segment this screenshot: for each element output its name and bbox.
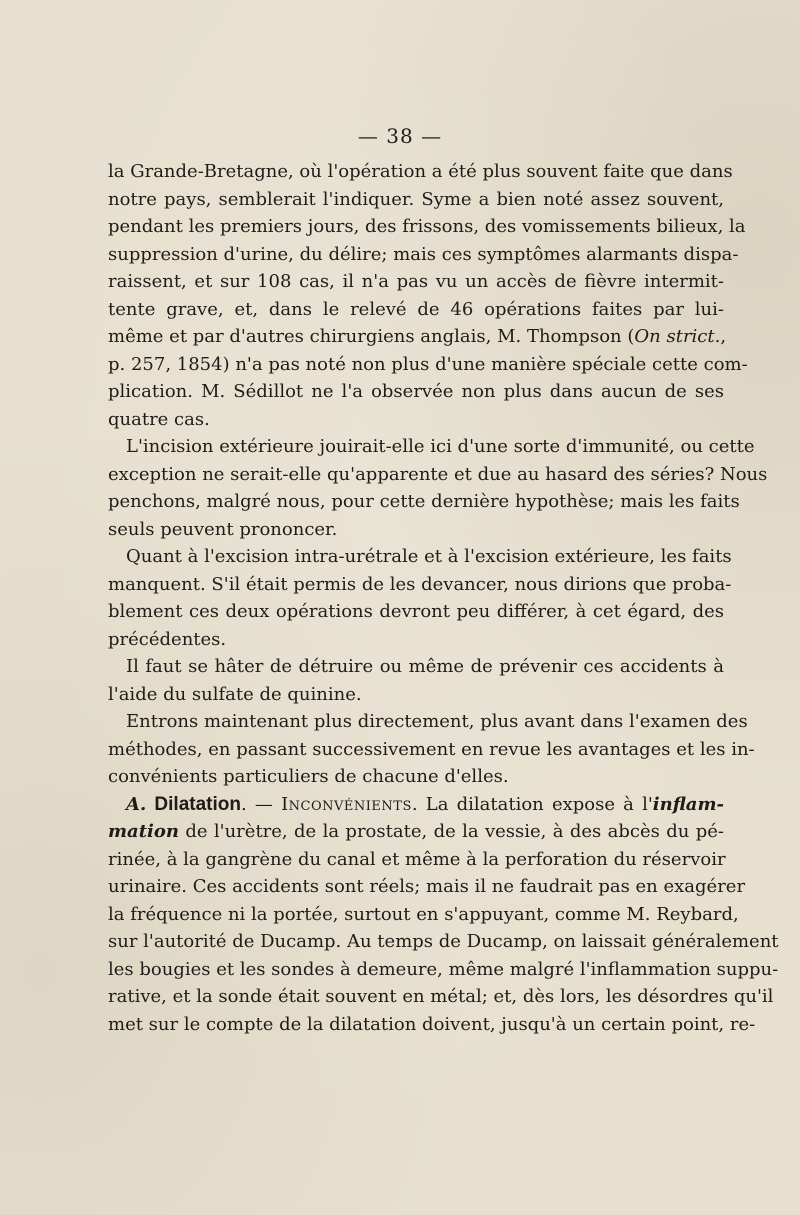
paragraph-3 xyxy=(108,543,732,653)
page-number: — 38 — xyxy=(357,124,443,148)
paragraph-5 xyxy=(108,708,755,791)
text-fragment: . La dilatation expose à l' xyxy=(411,793,653,815)
text-line: les bougies et les sondes à demeure, même malgré l'inflammation suppu- xyxy=(108,958,779,980)
text-line: l'aide du sulfate de quinine. xyxy=(108,683,362,705)
section-dilatation xyxy=(108,791,779,1039)
text-line: urinaire. Ces accidents sont réels; mais il ne faudrait pas en exagérer xyxy=(108,876,746,897)
text-line: plication. M. Sédillot ne l'a observée non plus dans aucun de ses xyxy=(108,381,724,402)
citation-title: On strict. xyxy=(634,326,721,347)
paragraph-1 xyxy=(108,158,748,433)
text-line: rative, et la sonde était souvent en métal; et, dès lors, les désordres qu'il xyxy=(108,986,774,1007)
text-line-with-citation xyxy=(108,323,727,351)
text-line: Entrons maintenant plus directement, plus avant dans l'examen des xyxy=(126,711,748,732)
text-line: manquent. S'il était permis de les devancer, nous dirions que proba- xyxy=(108,573,732,595)
text-line: suppression d'urine, du délire; mais ces symptômes alarmants dispa- xyxy=(108,243,739,265)
paragraph-4 xyxy=(108,653,724,708)
text-line: quatre cas. xyxy=(108,408,210,430)
text-line: notre pays, semblerait l'indiquer. Syme a bien noté assez souvent, xyxy=(108,188,724,210)
text-line: méthodes, en passant successivement en revue les avantages et les in- xyxy=(108,738,755,760)
text-line: rinée, à la gangrène du canal et même à la perforation du réservoir xyxy=(108,848,726,870)
text-line: p. 257, 1854) n'a pas noté non plus d'une manière spéciale cette com- xyxy=(108,353,748,375)
body-text xyxy=(108,158,779,1038)
text-fragment: . — xyxy=(240,793,282,815)
text-line: raissent, et sur 108 cas, il n'a pas vu un accès de fièvre intermit- xyxy=(108,271,724,292)
text-line: la fréquence ni la portée, surtout en s'appuyant, comme M. Reybard, xyxy=(108,903,739,925)
text-line: seuls peuvent prononcer. xyxy=(108,518,338,540)
text-line: précédentes. xyxy=(108,628,227,650)
text-line: met sur le compte de la dilatation doivent, jusqu'à un certain point, re- xyxy=(108,1013,756,1035)
emphasis-term: mation xyxy=(108,821,179,842)
text-line: sur l'autorité de Ducamp. Au temps de Ducamp, on laissait généralement xyxy=(108,931,779,952)
text-line: tente grave, et, dans le relevé de 46 opérations faites par lui- xyxy=(108,298,724,320)
emphasis-term: inflam- xyxy=(652,793,724,815)
paragraph-2 xyxy=(108,433,768,543)
text-line: penchons, malgré nous, pour cette dernière hypothèse; mais les faits xyxy=(108,491,740,512)
text-fragment: de l'urètre, de la prostate, de la vessie, à des abcès du pé- xyxy=(178,821,724,842)
text-line: convénients particuliers de chacune d'elles. xyxy=(108,766,509,787)
section-title: Dilatation xyxy=(154,793,241,815)
text-fragment: , xyxy=(720,326,727,347)
text-line: exception ne serait-elle qu'apparente et due au hasard des séries? Nous xyxy=(108,463,768,485)
text-line: pendant les premiers jours, des frissons, des vomissements bilieux, la xyxy=(108,216,746,237)
text-line: la Grande-Bretagne, où l'opération a été plus souvent faite que dans xyxy=(108,161,733,182)
section-letter: A. xyxy=(126,793,147,815)
section-subtitle: Inconvénients xyxy=(281,793,412,815)
text-line: L'incision extérieure jouirait-elle ici d'une sorte d'immunité, ou cette xyxy=(126,436,755,457)
text-line: Quant à l'excision intra-urétrale et à l'excision extérieure, les faits xyxy=(126,546,732,567)
text-line xyxy=(108,818,724,846)
text-line: blement ces deux opérations devront peu différer, à cet égard, des xyxy=(108,601,724,622)
section-heading-line xyxy=(108,791,724,819)
text-line: Il faut se hâter de détruire ou même de prévenir ces accidents à xyxy=(126,656,724,677)
text-fragment: même et par d'autres chirurgiens anglais, M. Thompson ( xyxy=(108,326,635,347)
